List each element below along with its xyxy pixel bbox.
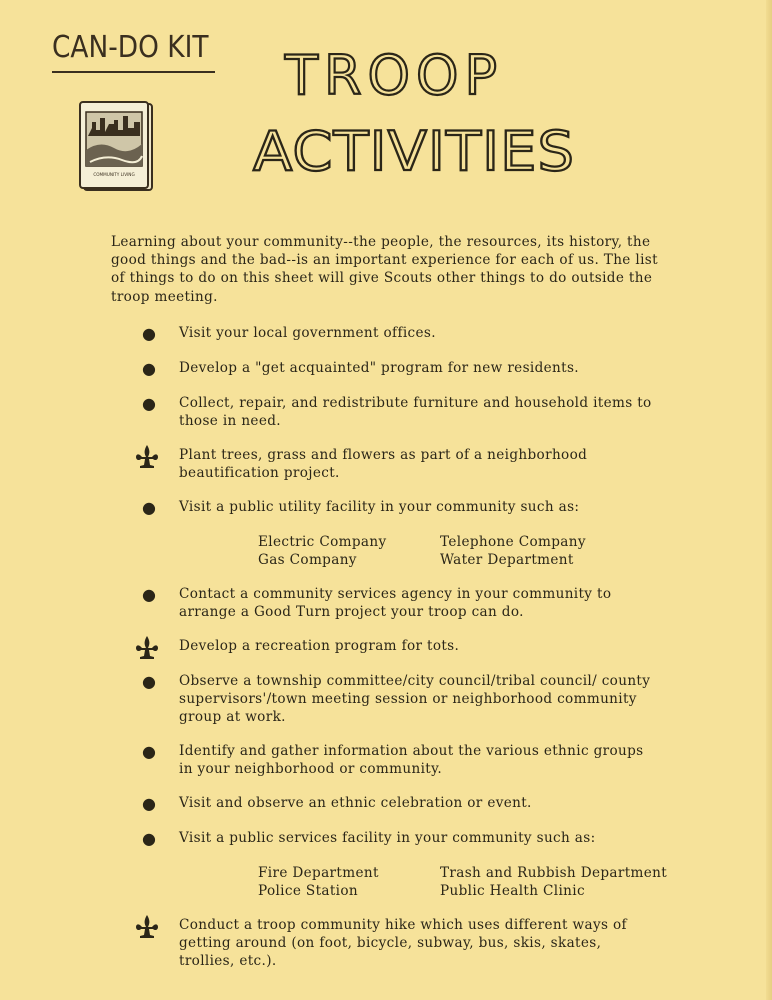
bullet-dot: ● — [142, 585, 156, 604]
fleur-de-lis-icon — [136, 915, 158, 939]
service-left-1: Fire Department — [258, 865, 379, 881]
list-item-text: Plant trees, grass and flowers as part of a neighborhood beautification project. — [179, 447, 588, 482]
bullet-dot: ● — [142, 394, 156, 413]
title-line-activities: ACTIVITIES — [253, 120, 575, 183]
bullet-dot: ● — [142, 672, 156, 691]
bullet-dot: ● — [142, 829, 156, 848]
utility-left-1: Electric Company — [258, 534, 387, 550]
bullet-dot: ● — [142, 742, 156, 761]
bullet-dot: ● — [142, 794, 156, 813]
list-item-text: Visit and observe an ethnic celebration or event. — [179, 795, 532, 811]
list-item-text: Identify and gather information about the various ethnic groups in your neighborhood or community. — [179, 743, 644, 778]
utility-right-1: Telephone Company — [440, 534, 586, 550]
fleur-de-lis-icon — [136, 445, 158, 469]
title-line-troop: TROOP — [285, 44, 504, 107]
list-item-text: Develop a recreation program for tots. — [179, 638, 460, 654]
bullet-dot: ● — [142, 359, 156, 378]
list-item-text: Develop a "get acquainted" program for new residents. — [179, 360, 579, 376]
utility-left-2: Gas Company — [258, 552, 357, 569]
service-right-1: Trash and Rubbish Department — [440, 865, 668, 881]
list-item-text: Visit your local government offices. — [179, 325, 436, 341]
service-left-2: Police Station — [258, 883, 358, 900]
list-item-text: Observe a township committee/city council/tribal council/ county supervisors'/town meeting session or neighborhood community group at work. — [179, 673, 651, 726]
page-edge — [766, 0, 772, 1000]
list-item-text: Contact a community services agency in your community to arrange a Good Turn project your troop can do. — [179, 586, 612, 621]
list-item-text: Collect, repair, and redistribute furniture and household items to those in need. — [179, 395, 652, 430]
bullet-dot: ● — [142, 498, 156, 517]
fleur-de-lis-icon — [136, 636, 158, 660]
troop-activities-title — [245, 42, 605, 192]
list-item-text: Visit a public utility facility in your community such as: — [179, 499, 580, 515]
intro-paragraph: Learning about your community--the people, the resources, its history, the good things and the bad--is an important experience for each of us. The list of things to do on this sheet will give Scouts other things to do outside the troop meeting. — [111, 234, 658, 305]
list-item-text: Visit a public services facility in your community such as: — [179, 830, 596, 846]
community-living-booklet-icon — [78, 100, 156, 192]
booklet-label: COMMUNITY LIVING — [93, 172, 135, 177]
kit-title-underline — [52, 71, 215, 73]
kit-title: CAN-DO KIT — [52, 30, 209, 65]
list-item-text: Conduct a troop community hike which uses different ways of getting around (on foot, bicycle, subway, bus, skis, skates, trollies, etc.). — [179, 917, 627, 970]
service-right-2: Public Health Clinic — [440, 883, 585, 900]
bullet-dot: ● — [142, 324, 156, 343]
utility-right-2: Water Department — [440, 552, 574, 569]
